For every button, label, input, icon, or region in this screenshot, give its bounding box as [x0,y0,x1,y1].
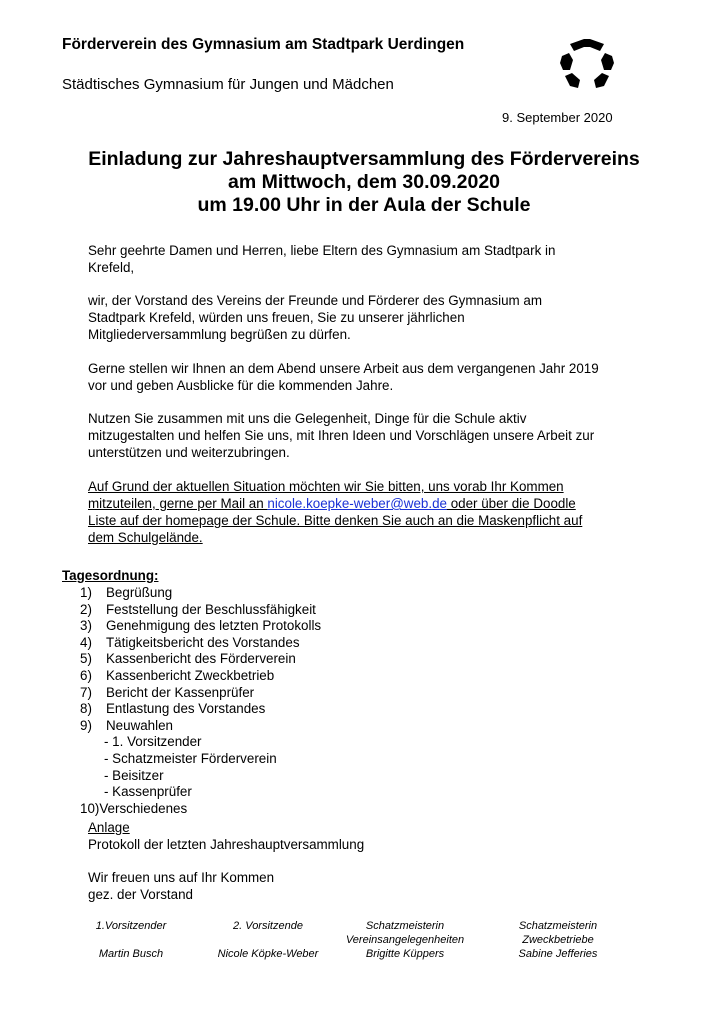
header-school-name: Städtisches Gymnasium für Jungen und Mädchen [62,76,394,93]
agenda-number: 9) [80,717,92,733]
agenda-number: 4) [80,634,92,650]
agenda-number: 5) [80,651,92,667]
agenda-number: 7) [80,684,92,700]
signature-name: Nicole Köpke-Weber [217,948,319,960]
text-line: Liste auf der homepage der Schule. Bitte denken Sie auch an die Maskenpflicht auf [88,513,583,528]
agenda-item [80,618,321,635]
agenda-text: Entlastung des Vorstandes [106,701,266,717]
signature-role: Zweckbetriebe [522,934,594,946]
text-line: wir, der Vorstand des Vereins der Freunde und Förderer des Gymnasium am [88,293,543,308]
closing-section [88,870,274,903]
text-line: Mitgliederversammlung begrüßen zu dürfen. [88,327,351,342]
text-line: Nutzen Sie zusammen mit uns die Gelegenheit, Dinge für die Schule aktiv [88,411,527,426]
email-link[interactable]: nicole.koepke-weber@web.de [267,496,447,511]
appendix-text: Protokoll der letzten Jahreshauptversammlung [88,836,365,852]
text-line: Sehr geehrte Damen und Herren, liebe Eltern des Gymnasium am Stadtpark in [88,243,556,258]
text-segment: oder über die Doodle [446,496,576,511]
agenda-text: Genehmigung des letzten Protokolls [106,618,322,634]
agenda-text: Verschiedenes [99,800,188,816]
participation-paragraph [88,410,658,461]
agenda-text: Bericht der Kassenprüfer [106,684,255,700]
document-date: 9. September 2020 [502,110,613,125]
agenda-heading: Tagesordnung: [62,568,159,583]
signature-role: Vereinsangelegenheiten [345,934,465,946]
text-segment: mitzuteilen, gerne per Mail an [88,496,268,511]
text-line: Auf Grund der aktuellen Situation möchten wir Sie bitten, uns vorab Ihr Kommen [88,479,564,494]
agenda-number: 1) [80,585,92,600]
text-line: unterstützen und weiterzubringen. [88,445,290,460]
agenda-number: 10) [80,800,100,816]
text-line: mitzugestalten und helfen Sie uns, mit Ihren Ideen und Vorschlägen unsere Arbeit zur [88,428,595,443]
signature-role: Schatzmeisterin [518,920,598,932]
appendix-section [88,820,364,853]
agenda-number: 2) [80,601,92,617]
greeting-paragraph [88,242,658,276]
agenda-item [80,685,321,702]
signature-block [496,919,620,961]
title-line: Einladung zur Jahreshauptversammlung des Fördervereins [88,148,640,170]
text-line: dem Schulgelände. [88,530,203,545]
agenda-item [80,585,321,602]
text-line: Gerne stellen wir Ihnen an dem Abend unsere Arbeit aus dem vergangenen Jahr 2019 [88,361,599,376]
agenda-list [80,585,321,817]
agenda-subitem: - Kassenprüfer [104,784,192,800]
agenda-number: 3) [80,618,92,634]
text-line: vor und geben Ausblicke für die kommenden Jahre. [88,378,394,393]
agenda-subitem: - 1. Vorsitzender [104,734,202,750]
closing-line: gez. der Vorstand [88,886,193,902]
title-line: am Mittwoch, dem 30.09.2020 [227,171,501,193]
agenda-item [80,602,321,619]
agenda-text: Begrüßung [106,585,173,600]
agenda-item [80,801,321,818]
signature-role: Schatzmeisterin [365,920,445,932]
agenda-item [80,718,321,735]
signature-role: 2. Vorsitzende [233,920,303,932]
intro-paragraph [88,292,658,343]
agenda-subitem: - Schatzmeister Förderverein [104,750,277,766]
agenda-text: Kassenbericht Zweckbetrieb [106,667,275,683]
spacer [76,933,186,947]
text-line: Krefeld, [88,260,135,275]
registration-paragraph [88,478,658,546]
agenda-text: Kassenbericht des Förderverein [106,651,296,667]
report-paragraph [88,360,658,394]
signature-block [330,919,480,961]
header-org-name: Förderverein des Gymnasium am Stadtpark Uerdingen [62,36,465,53]
agenda-item [80,635,321,652]
agenda-text: Neuwahlen [106,717,173,733]
appendix-heading: Anlage [88,820,130,835]
agenda-number: 6) [80,667,92,683]
signature-block [206,919,330,961]
invitation-title [0,148,728,217]
agenda-item [80,668,321,685]
agenda-number: 8) [80,701,92,717]
closing-line: Wir freuen uns auf Ihr Kommen [88,870,275,885]
text-line: Stadtpark Krefeld, würden uns freuen, Sie zu unserer jährlichen [88,310,465,325]
title-line: um 19.00 Uhr in der Aula der Schule [197,194,531,216]
signature-block [76,919,186,961]
agenda-text: Feststellung der Beschlussfähigkeit [106,601,316,617]
spacer [206,933,330,947]
agenda-text: Tätigkeitsbericht des Vorstandes [106,634,300,650]
text-line [88,495,658,512]
signature-name: Sabine Jefferies [518,948,598,960]
agenda-item [80,701,321,718]
agenda-item [80,651,321,668]
agenda-subitem: - Beisitzer [104,767,164,783]
ring-segments-logo-icon [556,36,618,92]
signature-name: Martin Busch [98,948,164,960]
signature-role: 1.Vorsitzender [95,920,167,932]
signature-name: Brigitte Küppers [365,948,445,960]
